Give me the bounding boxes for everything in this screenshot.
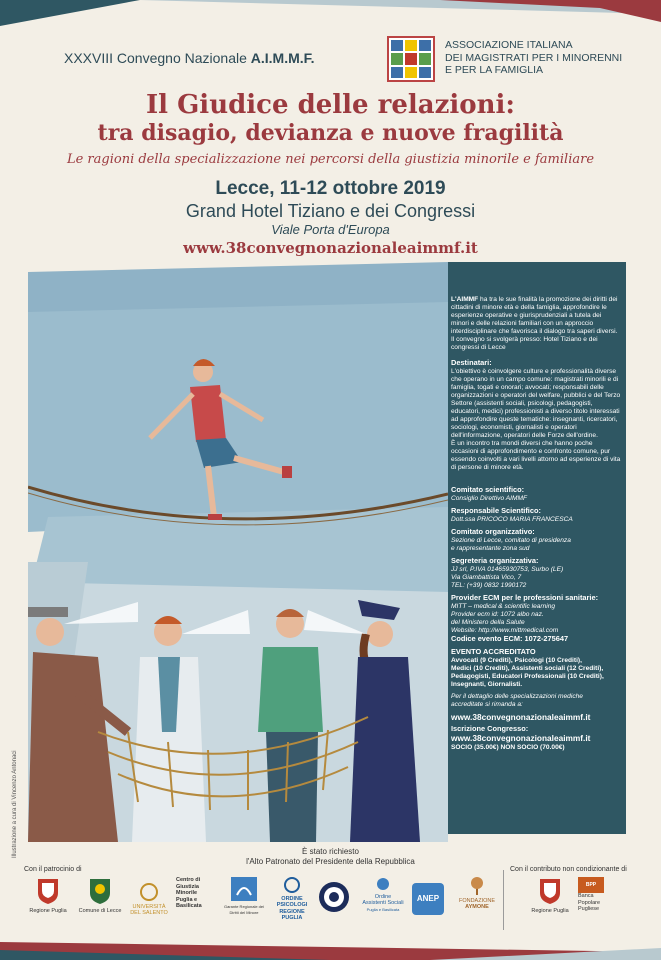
logos-separator xyxy=(503,870,504,930)
ordine-psicologi-logo xyxy=(270,877,314,922)
aimmf-logo-icon xyxy=(387,36,435,82)
subtitle: Le ragioni della specializzazione nei percorsi della giustizia minorile e familiare xyxy=(66,152,595,167)
destinatari-title: Destinatari: xyxy=(451,358,492,367)
illustration xyxy=(28,262,448,842)
cgm-label-5: Basilicata xyxy=(176,903,202,909)
fondazione-aymone-logo xyxy=(454,877,500,911)
segreteria-text-2: Via Giambattista Vico, 7 xyxy=(451,574,522,581)
garante-logo xyxy=(222,877,266,917)
comitato-scientifico-section xyxy=(451,486,621,503)
garante-icon xyxy=(231,877,257,901)
cgm-label-4: Puglia e xyxy=(176,896,198,903)
main-title: Il Giudice delle relazioni: xyxy=(146,90,515,120)
intro-bold: L'AIMMF xyxy=(451,296,479,303)
intro-text: ha tra le sue finalità la promozione dei diritti dei cittadini di minore età e della famiglia, approfondire le esperienze operative e giurisprudenziali a tutela dei minori e delle relazioni familiari con un approccio interdisciplinare che favorisca il dialogo tra saperi diversi. xyxy=(451,296,618,335)
provider-title: Provider ECM per le professioni sanitarie: xyxy=(451,593,599,602)
convegno-prefix: XXXVIII Convegno Nazionale xyxy=(64,50,251,66)
destinatari-text: L'obiettivo è coinvolgere culture e professionalità diverse che operano in un campo comune: magistrati minorili e di famiglia, togati e onorari; avvocati; responsabili delle organizzazioni e operatori del welfare, pubblici e del Terzo Settore (assistenti sociali, psicologi, pedagogisti, educatori, medici) professionisti a diverso titolo interessati ad approfondire queste tematiche: insegnanti, ricercatori, sociologi, economisti, giornalisti e operatori dell'informazione, operatori delle Forze dell'ordine. xyxy=(451,368,621,439)
anep-label: ANEP xyxy=(412,883,444,915)
bpp-label-3: Pugliese xyxy=(578,906,600,912)
sponsor-regione-label: Regione Puglia xyxy=(531,907,569,914)
event-venue: Grand Hotel Tiziano e dei Congressi xyxy=(185,201,476,221)
web-link-1[interactable]: www.38convegnonazionaleaimmf.it xyxy=(451,712,591,722)
anep-logo xyxy=(412,883,448,915)
comitato-org-text-1: Sezione di Lecce, comitato di presidenza xyxy=(451,537,571,544)
event-date: Lecce, 11-12 ottobre 2019 xyxy=(215,178,446,199)
unisalento-logo xyxy=(126,883,172,917)
responsabile-section xyxy=(451,507,621,524)
top-decoration xyxy=(0,0,661,40)
evento-text-2: Medici (10 Crediti), Assistenti sociali (12 Crediti), xyxy=(451,665,604,672)
sponsor-regione-shield-icon xyxy=(538,877,562,905)
illustration-credit xyxy=(12,728,22,858)
patronato xyxy=(0,847,661,867)
cgm-label-2: Giustizia xyxy=(176,883,199,890)
garante-label: Garante Regionale dei Diritti del Minore xyxy=(223,903,265,915)
as-label-3: Sociali xyxy=(387,900,404,906)
assistenti-sociali-icon xyxy=(375,877,391,891)
comune-shield-icon xyxy=(88,877,112,905)
bpp-label-2: Popolare xyxy=(578,899,601,906)
psicologi-label-1: ORDINE xyxy=(281,895,303,902)
comitato-scientifico-text: Consiglio Direttivo AIMMF xyxy=(451,495,527,502)
main-title-line-2: tra disagio, devianza e nuove fragilità xyxy=(97,120,564,146)
psi-icon xyxy=(283,877,301,893)
patrocinio-logos xyxy=(24,877,504,927)
psicologi-label-2: PSICOLOGI xyxy=(276,902,308,908)
bpp-label-1: Banca xyxy=(578,893,594,899)
ordine-assistenti-sociali-logo xyxy=(358,877,408,913)
info-panel-text xyxy=(451,296,621,756)
psicologi-label-3: REGIONE xyxy=(279,908,305,915)
destinatari-section xyxy=(451,359,621,472)
aymone-label-1: FONDAZIONE xyxy=(458,897,496,904)
patrocinio-label: Con il patrocinio di xyxy=(24,866,82,873)
prezzi: SOCIO (35.00€) NON SOCIO (70.00€) xyxy=(451,744,565,751)
association-line-1: ASSOCIAZIONE ITALIANA xyxy=(445,39,573,51)
provider-text-1: MITT – medical & scientific learning xyxy=(451,603,556,610)
provider-section xyxy=(451,594,621,644)
responsabile-title: Responsabile Scientifico: xyxy=(451,506,541,515)
ordine-avvocati-logo xyxy=(316,881,352,916)
convegno-acronym: A.I.M.M.F. xyxy=(250,50,315,66)
evento-text-4: Insegnanti, Giornalisti. xyxy=(451,681,523,688)
association-line-3: E PER LA FAMIGLIA xyxy=(445,64,544,76)
regione-puglia-logo xyxy=(24,877,72,914)
provider-website[interactable]: Website: http://www.mittmedical.com xyxy=(451,627,559,634)
sponsor-regione-logo xyxy=(526,877,574,914)
segreteria-section xyxy=(451,557,621,590)
unisalento-label-2: DEL SALENTO xyxy=(130,910,168,916)
aymone-label-2: AYMONE xyxy=(465,904,489,910)
web-link-2[interactable]: www.38convegnonazionaleaimmf.it xyxy=(451,733,591,743)
evento-text-1: Avvocati (9 Crediti), Psicologi (10 Crediti), xyxy=(451,657,582,664)
contributo-label: Con il contributo non condizionante di xyxy=(510,866,627,873)
comitato-org-section xyxy=(451,528,621,553)
segreteria-text-1: JJ srl, P.IVA 01465930753, Surbo (LE) xyxy=(451,566,564,573)
destinatari-text-2: È un incontro tra mondi diversi che hanno poche occasioni di approfondimento e confronto comune, pur essendo coinvolti a vari livelli attorno ad esperienze di vita di persone di minore età. xyxy=(451,440,621,471)
comitato-org-text-2: e rappresentante zona sud xyxy=(451,545,530,552)
iscrizione-title: Iscrizione Congresso: xyxy=(451,724,529,733)
bpp-logo xyxy=(578,877,628,913)
sponsor-logos xyxy=(510,877,650,927)
unisalento-label-1: UNIVERSITÀ xyxy=(132,903,166,910)
aymone-tree-icon xyxy=(469,877,485,895)
patronato-line-2: l'Alto Patronato del Presidente della Repubblica xyxy=(246,857,415,866)
provider-text-3: del Ministero della Salute xyxy=(451,619,525,626)
responsabile-text: Dott.ssa PRICOCO MARIA FRANCESCA xyxy=(451,516,573,523)
regione-shield-icon xyxy=(36,877,60,905)
sky-band-2 xyxy=(28,302,448,532)
bpp-mark-icon: BPP xyxy=(578,877,604,893)
as-label-2: Assistenti xyxy=(362,900,386,906)
dettaglio-section xyxy=(451,693,621,709)
association-name xyxy=(445,39,622,77)
evento-title: EVENTO ACCREDITATO xyxy=(451,647,536,656)
provider-code: Codice evento ECM: 1072-275647 xyxy=(451,634,569,643)
evento-text-3: Pedagogisti, Educatori Professionali (10 Crediti), xyxy=(451,673,604,680)
convegno-heading xyxy=(64,50,315,66)
regione-label: Regione Puglia xyxy=(29,907,67,914)
comitato-org-title: Comitato organizzativo: xyxy=(451,527,535,536)
dettaglio-text-2: accreditate si rimanda a: xyxy=(451,701,523,708)
cgm-label-1: Centro di xyxy=(176,877,201,883)
as-label-1: Ordine xyxy=(374,893,392,900)
credit-text: Illustrazione a cura di Vincenzo Antonaci xyxy=(12,750,18,858)
event-address: Viale Porta d'Europa xyxy=(271,222,390,237)
psicologi-label-4: PUGLIA xyxy=(281,915,303,921)
intro-paragraph xyxy=(451,296,621,352)
comitato-scientifico-title: Comitato scientifico: xyxy=(451,485,525,494)
cgm-logo xyxy=(176,877,220,910)
avvocati-seal-icon xyxy=(318,881,350,913)
event-website-link[interactable]: www.38convegnonazionaleaimmf.it xyxy=(183,239,478,257)
segreteria-text-3: TEL: (+39) 0832 1990172 xyxy=(451,582,527,589)
intro-text-2: Il convegno si svolgerà presso: Hotel Tiziano e dei congressi di Lecce xyxy=(451,336,598,351)
evento-section xyxy=(451,648,621,689)
patronato-line-1: È stato richiesto xyxy=(302,847,359,856)
as-label-4: Puglia e Basilicata xyxy=(366,906,400,912)
cgm-label-3: Minorile xyxy=(176,890,198,896)
provider-text-2: Provider ecm id: 1072 albo naz. xyxy=(451,611,544,618)
unisalento-seal-icon xyxy=(139,883,159,901)
comune-lecce-logo xyxy=(78,877,122,914)
comune-label: Comune di Lecce xyxy=(78,907,122,914)
association-line-2: DEI MAGISTRATI PER I MINORENNI xyxy=(445,51,623,64)
iscrizione-section xyxy=(451,725,621,752)
dettaglio-text-1: Per il dettaglio delle specializzazioni mediche xyxy=(451,693,583,700)
segreteria-title: Segreteria organizzativa: xyxy=(451,556,539,565)
